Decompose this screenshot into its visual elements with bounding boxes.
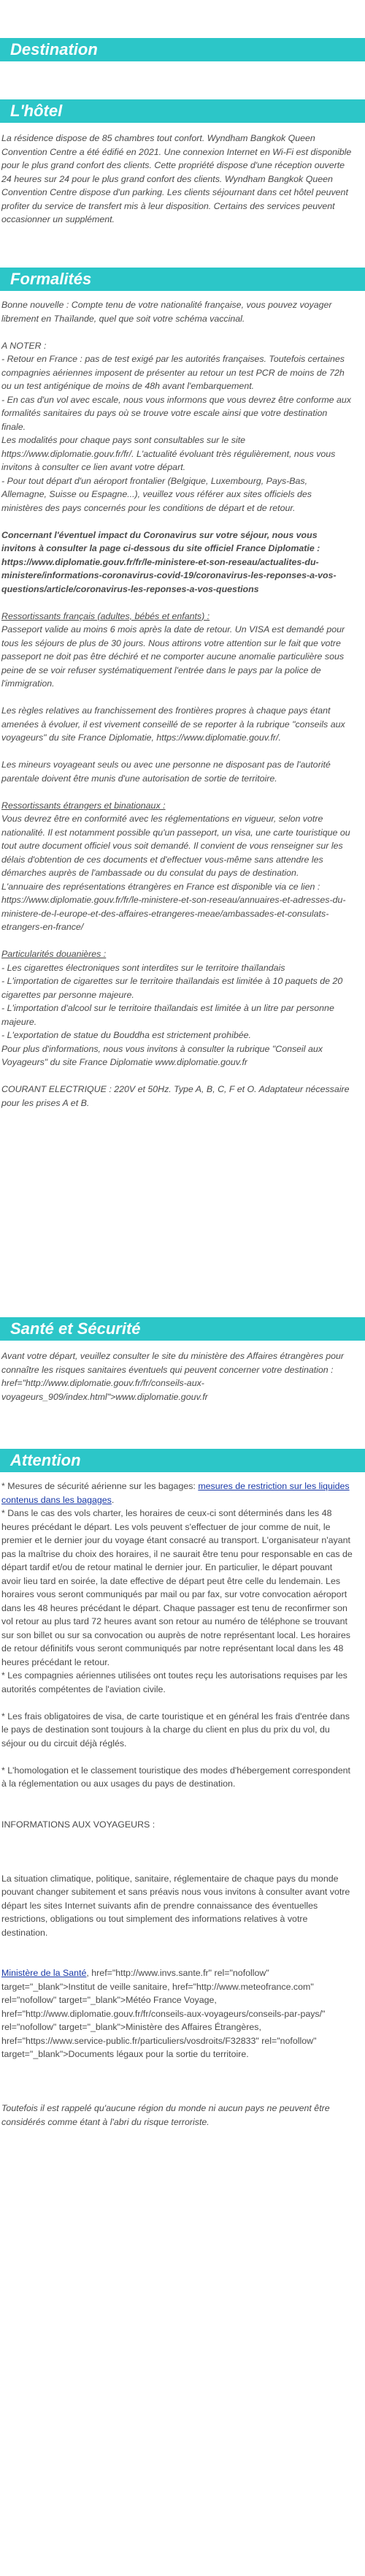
attention-content — [0, 1480, 353, 2129]
french-nationals-title: Ressortissants français (adultes, bébés et enfants) : — [1, 610, 210, 621]
useful-links-rest: , href="http://www.invs.sante.fr" rel="nofollow" target="_blank">Institut de veille sanitaire, href="http://www.meteofrance.com" rel="nofollow" target="_blank">Météo France Voyage, href="http://www.diplomatie.gouv.fr/fr/conseils-aux-voyageurs/conseils-par-pays/" rel="nofollow" target="_blank">Ministère des Affaires Étrangères, href="https://www.service-public.fr/particuliers/vosdroits/F32833" rel="nofollow" target="_blank">Documents légaux pour la sortie du territoire. — [1, 1968, 326, 2059]
covid-notice: Concernant l'éventuel impact du Coronavirus sur votre séjour, nous vous invitons à consulter la page ci-dessous du site officiel France Diplomatie : https://www.diplomatie.gouv.fr/fr/le-ministere-et-son-reseau/actualites-du-ministere/informations-coronavirus-covid-19/coronavirus-les-reponses-a-vos-questions/article/coronavirus-les-reponses-a-vos-questions — [1, 529, 337, 594]
baggage-prefix: * Mesures de sécurité aérienne sur les bagages: — [1, 1481, 199, 1491]
minors-text: Les mineurs voyageant seuls ou avec une personne ne disposant pas de l'autorité parentale doivent être munis d'une autorisation de sortie de territoire. — [1, 759, 331, 784]
ministry-health-link[interactable]: Ministère de la Santé — [1, 1968, 87, 1978]
useful-links-text — [1, 1966, 353, 2061]
foreign-nationals-text: Vous devrez être en conformité avec les réglementations en vigueur, selon votre nationalité. Il est notamment possible qu'un passeport, un visa, une carte touristique ou tout autre document officiel vous soit demandé. Il convient de vous renseigner sur les délais d'obtention de ces documents et d'effectuer vous-même sans attendre les démarches auprès de l'ambassade ou du consulat du pays de destination. — [1, 814, 350, 878]
baggage-suffix: . — [111, 1494, 115, 1505]
lodging-classification-text: * L'homologation et le classement touristique des modes d'hébergement correspondent à la réglementation ou aux usages du pays de destination. — [1, 1765, 350, 1789]
section-title: Formalités — [10, 270, 92, 288]
electric-info: COURANT ELECTRIQUE : 220V et 50Hz. Type A, B, C, F et O. Adaptateur nécessaire pour les prises A et B. — [1, 1084, 350, 1108]
baggage-rules — [1, 1480, 353, 1507]
border-rules-text: Les règles relatives au franchissement des frontières propres à chaque pays étant amenées à évoluer, il est vivement conseillé de se reporter à la rubrique "conseils aux voyageurs" du site France Diplomatie, https://www.diplomatie.gouv.fr/. — [1, 705, 345, 743]
customs-line: Pour plus d'informations, nous vous invitons à consulter la rubrique "Conseil aux Voyageurs" du site France Diplomatie www.diplomatie.gouv.fr — [1, 1043, 323, 1067]
customs-line: - L'exportation de statue du Bouddha est strictement prohibée. — [1, 1030, 251, 1040]
sante-content — [0, 1349, 353, 1403]
section-title: L'hôtel — [10, 102, 63, 120]
section-title: Destination — [10, 40, 98, 58]
customs-title: Particularités douanières : — [1, 949, 107, 959]
section-header-sante — [0, 1317, 365, 1341]
charter-schedule-text: * Dans le cas des vols charter, les horaires de ceux-ci sont déterminés dans les 48 heures précédant le départ. Les vols peuvent s'effectuer de jour comme de nuit, le premier et le dernier jour du voyage étant consacré au transport. L'organisateur n'ayant pas la maîtrise du choix des horaires, il ne saurait être tenu pour responsable en cas de départ tardif et/ou de retour matinal le dernier jour. En particulier, le départ pouvant avoir lieu tard en soirée, la date effective de départ peut être celle du lendemain. Les horaires vous seront communiqués par mail ou par fax, sur votre convocation aéroport dans les 48 heures précédant le départ. Chaque passager est tenu de reconfirmer son vol retour au plus tard 72 heures avant son retour au numéro de téléphone se trouvant sur son billet ou sur sa convocation ou auprès de notre représentant local. Les horaires de retour définitifs vous seront communiqués par notre représentant local dans les 48 heures précédant le retour. — [1, 1508, 353, 1667]
formalites-content — [0, 298, 353, 1110]
entry-fees-text: * Les frais obligatoires de visa, de carte touristique et en général les frais d'entrée dans le pays de destination sont toujours à la charge du client en plus du prix du vol, du séjour ou du circuit déjà réglés. — [1, 1711, 350, 1749]
section-header-hotel — [0, 99, 365, 123]
situation-text: La situation climatique, politique, sanitaire, réglementaire de chaque pays du monde pouvant changer subitement et sans préavis nous vous invitons à consulter avant votre départ les sites Internet suivants afin de prendre connaissance des éventuelles restrictions, obligations ou tout simplement des informations relatives à votre destination. — [1, 1873, 350, 1938]
section-title: Attention — [10, 1451, 81, 1469]
note-line: Les modalités pour chaque pays sont consultables sur le site https://www.diplomatie.gouv.fr/fr/. L'actualité évoluant très régulièrement, nous vous invitons à consulter ce lien avant votre départ. — [1, 435, 336, 472]
section-header-attention — [0, 1449, 365, 1472]
note-title: A NOTER : — [1, 340, 47, 351]
customs-line: - L'importation de cigarettes sur le territoire thaïlandais est limitée à 10 paquets de 20 cigarettes par personne majeure. — [1, 976, 343, 1000]
section-header-destination — [0, 38, 365, 61]
formalites-intro: Bonne nouvelle : Compte tenu de votre nationalité française, vous pouvez voyager librement en Thaïlande, quel que soit votre schéma vaccinal. — [1, 300, 332, 324]
liquids-restriction-link[interactable]: mesures de restriction sur les liquides contenus dans les bagages — [1, 1481, 350, 1505]
customs-line: - L'importation d'alcool sur le territoire thaïlandais est limitée à un litre par personne majeure. — [1, 1003, 334, 1027]
hotel-description — [0, 132, 353, 227]
foreign-directory-text: L'annuaire des représentations étrangères en France est disponible via ce lien : https://www.diplomatie.gouv.fr/fr/le-ministere-et-son-reseau/annuaires-et-adresses-du-ministere-de-l-europe-et-des-affaires-etrangeres-meae/ambassades-et-consulats-etrangers-en-france/ — [1, 881, 346, 932]
airlines-authorization-text: * Les compagnies aériennes utilisées ont toutes reçu les autorisations requises par les autorités compétentes de l'aviation civile. — [1, 1670, 347, 1694]
terror-risk-text: Toutefois il est rappelé qu'aucune région du monde ni aucun pays ne peuvent être considérés comme étant à l'abri du risque terroriste. — [1, 2103, 330, 2127]
french-nationals-text: Passeport valide au moins 6 mois après la date de retour. Un VISA est demandé pour tous les séjours de plus de 30 jours. Nous attirons votre attention sur le fait que votre passeport ne doit pas être déchiré et ne comporter aucune anomalie particulière sous peine de se voir refuser systématiquement l'entrée dans le pays par la police de l'immigration. — [1, 624, 345, 689]
customs-line: - Les cigarettes électroniques sont interdites sur le territoire thaïlandais — [1, 962, 285, 973]
section-header-formalites — [0, 268, 365, 291]
hotel-text: La résidence dispose de 85 chambres tout confort. Wyndham Bangkok Queen Convention Centre a été édifié en 2021. Une connexion Internet en Wi-Fi est disponible pour le plus grand confort des clients. Cette propriété dispose d'une réception ouverte 24 heures sur 24 pour le plus grand confort des clients. Wyndham Bangkok Queen Convention Centre dispose d'un parking. Les clients séjournant dans cet hôtel peuvent profiter du service de transfert mis à leur disposition. Certains des services peuvent occasionner un supplément. — [1, 133, 352, 224]
foreign-nationals-title: Ressortissants étrangers et binationaux : — [1, 800, 166, 811]
travelers-info-title: INFORMATIONS AUX VOYAGEURS : — [1, 1819, 155, 1830]
note-line: - Retour en France : pas de test exigé par les autorités françaises. Toutefois certaines compagnies aériennes imposent de présenter au retour un test PCR de moins de 72h ou un test antigénique de moins de 48h avant l'embarquement. — [1, 354, 345, 391]
note-line: - Pour tout départ d'un aéroport frontalier (Belgique, Luxembourg, Pays-Bas, Allemagne, Suisse ou Espagne...), veuillez vous référer aux sites officiels des ministères des pays concernés pour les conditions de départ et de retour. — [1, 475, 312, 513]
note-line: - En cas d'un vol avec escale, nous vous informons que vous devrez être conforme aux formalités sanitaires du pays où se trouve votre escale ainsi que votre destination finale. — [1, 394, 351, 432]
sante-text: Avant votre départ, veuillez consulter le site du ministère des Affaires étrangères pour connaître les risques sanitaires éventuels qui peuvent concerner votre destination : href="http://www.diplomatie.gouv.fr/fr/conseils-aux-voyageurs_909/index.html">www.diplomatie.gouv.fr — [1, 1351, 345, 1402]
section-title: Santé et Sécurité — [10, 1319, 141, 1338]
